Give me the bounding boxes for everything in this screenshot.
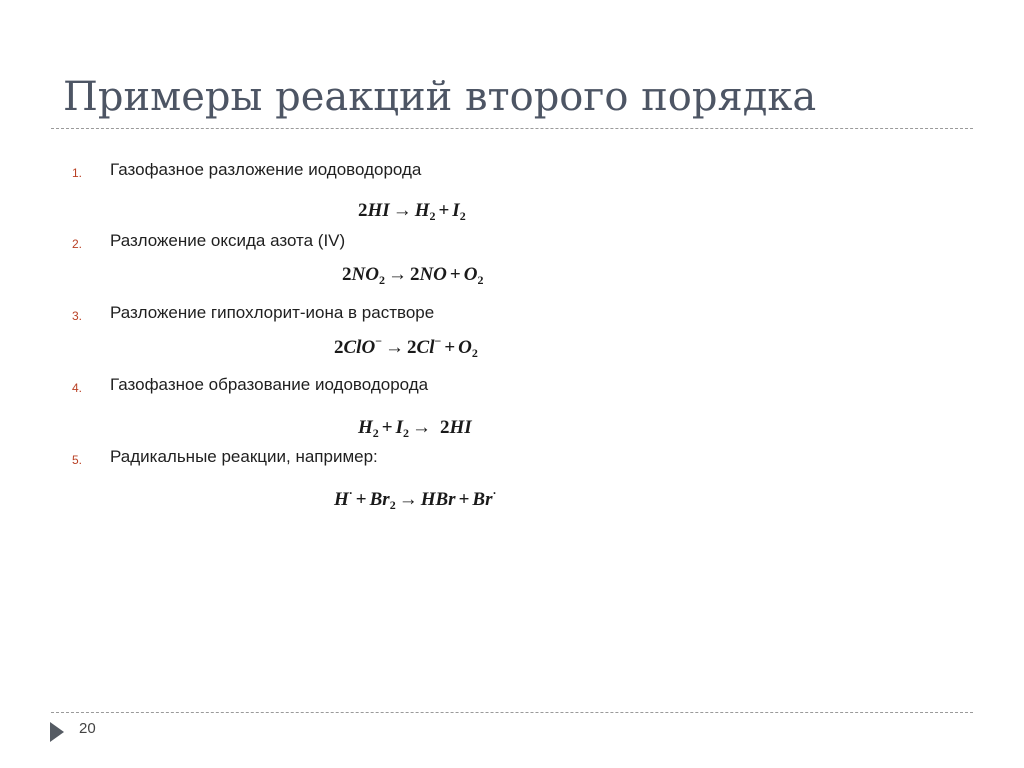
list-number: 4.: [72, 381, 83, 395]
list-number: 5.: [72, 453, 83, 467]
equation-radical-reaction: $H^\cdot + Br_2$ → HBr + Br·: [334, 486, 497, 512]
page-number: 20: [79, 720, 96, 737]
list-item-text: Радикальные реакции, например:: [110, 447, 378, 466]
equation-hypochlorite-decomposition: $2ClO^- \to 2Cl^- + O_2$: [334, 334, 478, 360]
list-item-text: Газофазное образование иодоводорода: [110, 375, 429, 394]
list-number: 1.: [72, 166, 83, 180]
list-item-text: Газофазное разложение иодоводорода: [110, 160, 422, 179]
slide-title: Примеры реакций второго порядка: [63, 74, 817, 120]
equation-no2-decomposition: $2NO_2 \to 2NO + O_2$: [342, 264, 484, 287]
list-number: 3.: [72, 309, 83, 323]
list-item-text: Разложение оксида азота (IV): [110, 231, 346, 250]
footer-divider: [51, 712, 973, 713]
equation-hi-decomposition: $2HI \to H_2 + I_2$: [358, 200, 466, 223]
list-item-text: Разложение гипохлорит-иона в растворе: [110, 303, 435, 322]
equation-hi-formation: $H_2 + I_2 \to 2HI$: [358, 417, 472, 440]
list-number: 2.: [72, 237, 83, 251]
slide-nav-arrow-icon[interactable]: [50, 722, 64, 742]
title-divider: [51, 128, 973, 129]
